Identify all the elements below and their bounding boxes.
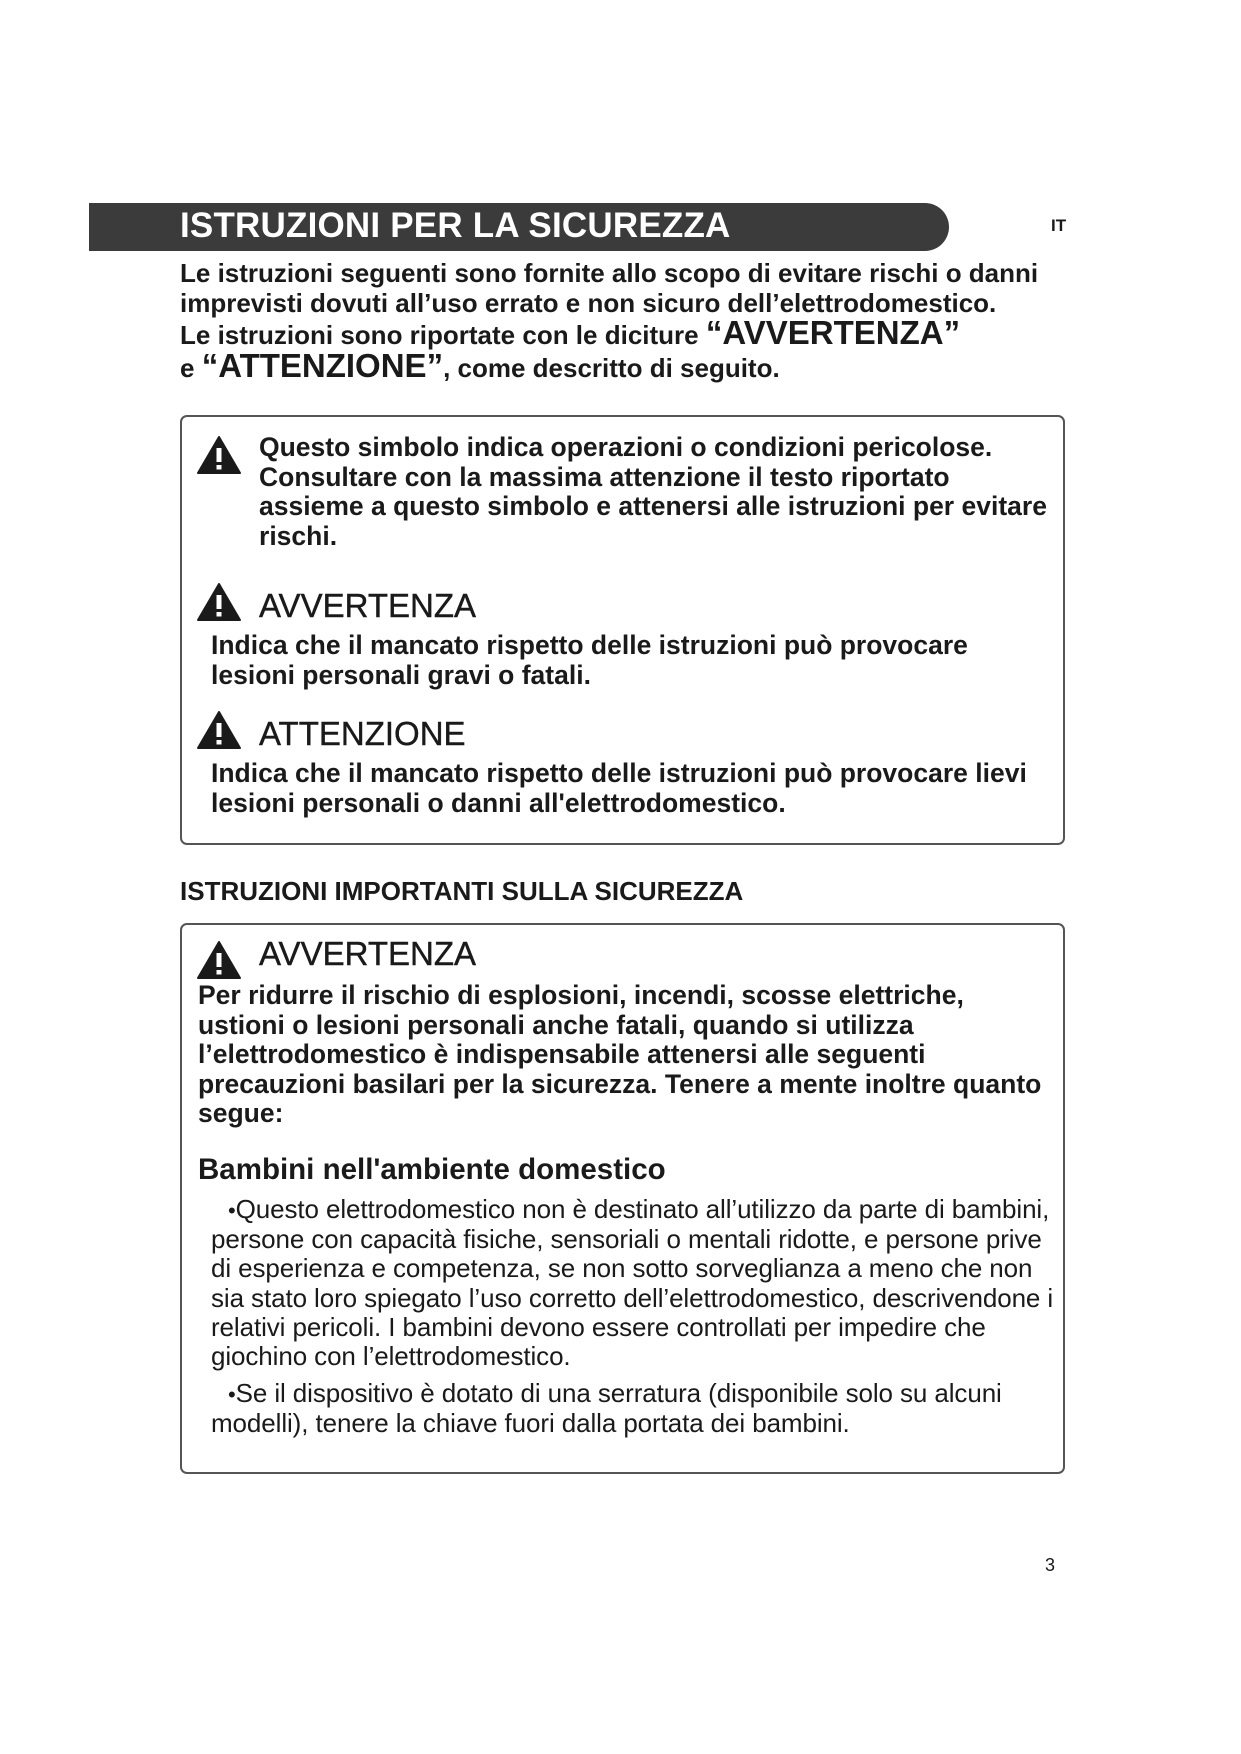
caution-label: ATTENZIONE — [259, 715, 466, 752]
page-title: ISTRUZIONI PER LA SICUREZZA — [180, 206, 731, 245]
important-warning-box — [180, 923, 1065, 1474]
warning-triangle-icon — [196, 435, 242, 475]
bullet-icon: • — [228, 1382, 236, 1408]
subheading: Bambini nell'ambiente domestico — [198, 1153, 666, 1186]
list-item-text: Se il dispositivo è dotato di una serratura (disponibile solo su alcuni modelli), tenere la chiave fuori dalla portata dei bambini. — [211, 1378, 1002, 1439]
warning-triangle-icon — [196, 582, 242, 622]
term-caution: “ATTENZIONE” — [201, 346, 444, 384]
warning-triangle-icon — [196, 940, 242, 980]
warning-text: Per ridurre il rischio di esplosioni, incendi, scosse elettriche, ustioni o lesioni personali anche fatali, quando si utilizza l’elettrodomestico è indispensabile attenersi alle seguenti precauzioni basilari per la sicurezza. Tenere a mente inoltre quanto segue: — [198, 980, 1042, 1128]
term-warning: “AVVERTENZA” — [705, 314, 961, 351]
intro-paragraph-2 — [180, 314, 1060, 384]
intro-text — [180, 259, 1060, 383]
warning-label: AVVERTENZA — [259, 935, 476, 972]
warning-description: Indica che il mancato rispetto delle istruzioni può provocare lesioni personali gravi o fatali. — [211, 630, 968, 690]
section-heading: ISTRUZIONI IMPORTANTI SULLA SICUREZZA — [180, 876, 744, 906]
language-code: IT — [1051, 216, 1067, 235]
list-item — [211, 1195, 1056, 1371]
warning-label: AVVERTENZA — [259, 587, 476, 624]
intro-paragraph-1: Le istruzioni seguenti sono fornite allo scopo di evitare rischi o danni imprevisti dovuti all’uso errato e non sicuro dell’elettrodomestico. — [180, 258, 1039, 318]
symbol-description: Questo simbolo indica operazioni o condizioni pericolose. Consultare con la massima attenzione il testo riportato assieme a questo simbolo e attenersi alle istruzioni per evitare rischi. — [259, 432, 1047, 551]
page-number: 3 — [1045, 1555, 1056, 1575]
intro-paragraph-2-mid: e — [180, 352, 202, 383]
list-item — [211, 1379, 1056, 1438]
bullet-list — [211, 1195, 1056, 1447]
warning-triangle-icon — [196, 710, 242, 750]
caution-description: Indica che il mancato rispetto delle istruzioni può provocare lievi lesioni personali o danni all'elettrodomestico. — [211, 758, 1027, 818]
list-item-text: Questo elettrodomestico non è destinato all’utilizzo da parte di bambini, persone con capacità fisiche, sensoriali o mentali ridotte, e persone prive di esperienza e competenza, se non sotto sorveglianza a meno che non sia stato loro spiegato l’uso corretto dell’elettrodomestico, descrivendone i relativi pericoli. I bambini devono essere controllati per impedire che giochino con l’elettrodomestico. — [211, 1194, 1054, 1372]
intro-paragraph-2-start: Le istruzioni sono riportate con le diciture — [180, 320, 706, 350]
intro-paragraph-2-end: , come descritto di seguito. — [443, 352, 780, 383]
symbols-box — [180, 415, 1065, 845]
bullet-icon: • — [228, 1198, 236, 1223]
